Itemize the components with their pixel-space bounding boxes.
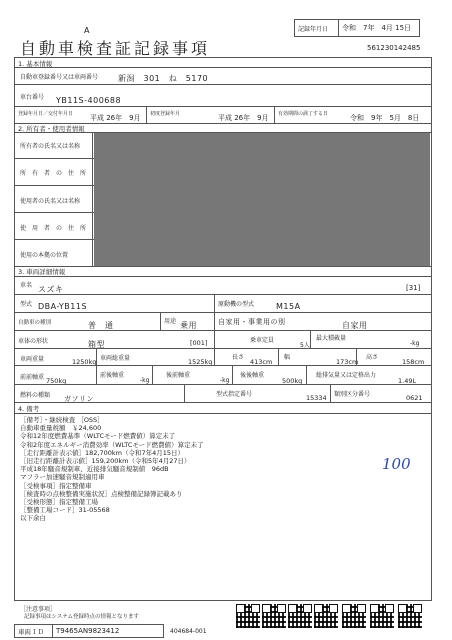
remarks-block [20,416,204,523]
section-remarks: 4. 備考 [18,405,40,413]
doc-number: 561230142485 [367,44,421,52]
rr-axle-weight: 500kg [282,377,303,385]
vehicle-id-label: 車両ＩＤ [18,628,44,636]
qr-code [398,604,422,628]
remark-line: 令和12年度燃費基準（WLTCモード燃費値）算定未了 [20,432,176,441]
fr-axle-label: 前後軸重 [100,372,125,379]
type-cert-number: 15334 [306,394,327,402]
qr-code [288,604,312,628]
fuel-label: 燃料の種類 [20,392,51,399]
remark-line: ［走行距離計表示値］182,700km（令和7年4月15日） [20,448,185,457]
fr-axle-weight: -kg [140,377,150,384]
model: DBA-YB11S [38,302,88,311]
engine-model: M15A [276,302,301,311]
owner-address-label: 所 有 者 の 住 所 [20,170,87,177]
record-date-label: 記録年月日 [298,26,329,33]
reg-number-label: 自動車登録番号又は車両番号 [20,74,99,81]
form-mark: A [84,26,90,35]
qr-code [370,604,394,628]
capacity: 5人 [300,342,310,349]
type-cert-label: 型式指定番号 [216,391,253,398]
remark-line: マフラー加速騒音規制適用車 [20,473,105,482]
length-label: 長さ [232,354,245,361]
gross-weight-label: 車両総重量 [100,355,131,362]
model-label: 型式 [20,301,33,308]
owner-name-label: 所有者の氏名又は名称 [20,143,81,150]
vehicle-weight: 1250kg [72,358,97,366]
rf-axle-label: 後前軸重 [166,372,191,379]
section-basic: 1. 基本情報 [18,60,53,68]
gross-weight: 1525kg [188,358,213,366]
ff-axle-label: 前前軸重 [20,374,45,381]
remark-line: 平成18年騒音規制車、近接排気騒音規制値 96dB [20,465,169,474]
qr-code [262,604,286,628]
section-vehicle: 3. 車両詳細情報 [18,268,66,276]
qr-code [314,604,338,628]
use: 乗用 [180,321,197,330]
remark-line: 以下余白 [20,514,46,523]
first-reg-date: 平成 26年 9月 [218,114,269,122]
remark-line: ［備考］・継続検査 ［OSS］ [20,416,104,424]
max-load: -kg [410,340,420,347]
weight-label: 車両重量 [20,356,45,363]
chassis-number: YB11S-400688 [56,96,122,105]
serial-number: 404684-001 [170,628,207,635]
width-label: 幅 [284,354,291,361]
rr-axle-label: 後後軸重 [240,372,265,379]
reg-date: 平成 26年 9月 [90,114,141,122]
record-date: 令和 7年 4月 15日 [342,24,412,32]
height-label: 高さ [366,354,379,361]
vehicle-id: T9465AN9823412 [56,627,120,635]
max-load-label: 最大積載量 [316,335,347,342]
reg-number: 新潟 301 ね 5170 [118,74,209,83]
document-title: 自動車検査証記録事項 [20,39,211,58]
expiry-date: 令和 9年 5月 8日 [350,114,420,122]
fuel-type: ガソリン [64,395,94,403]
chassis-label: 車台番号 [20,94,45,101]
kind-label: 自動車の種別 [18,320,52,326]
maker-label: 車名 [20,282,33,289]
redacted-owner-info [94,133,430,266]
rf-axle-weight: -kg [220,377,230,384]
ff-axle-weight: 750kg [46,377,67,385]
user-name-label: 使用者の氏名又は名称 [20,198,81,205]
capacity-label: 乗車定員 [250,337,275,344]
remark-line: ［検査時の点検整備実施状況］点検整備記録簿記載あり [20,489,183,498]
expiry-label: 有効期間の満了する日 [278,111,329,117]
reg-date-label: 登録年月日／交付年月日 [18,111,74,117]
user-address-label: 使 用 者 の 住 所 [20,225,87,232]
category-number: 0621 [406,394,423,402]
base-location-label: 使用の本拠の位置 [20,252,69,259]
remark-line: ［旧走行距離計表示値］159,200km（令和5年4月27日） [20,457,191,466]
displacement-label: 総排気量又は定格出力 [316,372,377,379]
qr-code [342,604,366,628]
kind: 普 通 [88,321,114,330]
body-shape: 箱型 [88,340,105,349]
width: 173cm [336,358,359,366]
remark-line: ［受検形態］指定整備工場 [20,498,98,507]
length: 413cm [250,358,273,366]
body-label: 車体の形状 [18,338,49,345]
maker: スズキ [38,285,64,294]
notes-title: ［注意事項］ [20,606,57,613]
business-label: 自家用・事業用の別 [218,318,286,326]
height: 158cm [402,358,425,366]
remark-line: ［整備工場コード］31-05568 [20,506,110,515]
engine-label: 原動機の型式 [218,301,255,308]
displacement: 1.49L [398,377,417,385]
remark-line: 自動車重量税額 ￥24,600 [20,424,102,433]
first-reg-label: 初度登録年月 [150,111,181,117]
notes-text: 記録事項はシステム登録時点の情報となります [24,614,139,620]
category-label: 類別区分番号 [334,391,371,398]
remark-line: 令和2年度エネルギー消費効率（WLTCモード燃費値）算定未了 [20,440,204,449]
handwritten-mark: 100 [382,455,411,473]
remark-line: ［受検事項］指定整備車 [20,481,92,490]
business-type: 自家用 [342,321,368,330]
body-code: [001] [190,339,208,347]
section-owner: 2. 所有者・使用者情報 [18,125,85,133]
maker-code: [31] [406,284,421,292]
qr-code [236,604,260,628]
use-label: 用途 [164,318,177,325]
